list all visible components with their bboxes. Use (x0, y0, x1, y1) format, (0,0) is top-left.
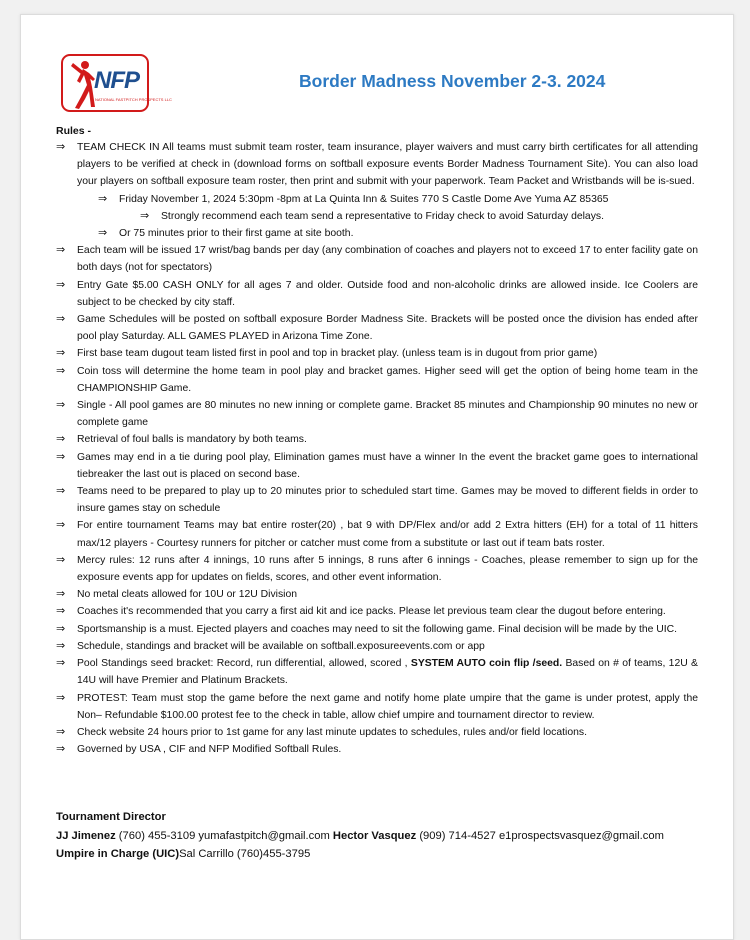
rule-text: Game Schedules will be posted on softball exposure Border Madness Site. Brackets will be posted once the division has ended after pool play Saturday. ALL GAMES PLAYED in Arizona Time Zone. (77, 314, 698, 343)
rules-heading: Rules - (56, 125, 92, 137)
director-heading: Tournament Director (56, 811, 166, 823)
arrow-bullet-icon: ⇒ (56, 605, 66, 618)
logo-text: NFP (94, 67, 139, 94)
softball-player-icon (67, 59, 97, 111)
arrow-bullet-icon: ⇒ (98, 227, 108, 240)
arrow-bullet-icon: ⇒ (56, 433, 66, 446)
arrow-bullet-icon: ⇒ (56, 622, 66, 635)
arrow-bullet-icon: ⇒ (56, 743, 66, 756)
rule-text: First base team dugout team listed first in pool and top in bracket play. (unless team is in dugout from prior game) (77, 348, 598, 360)
rule-item (56, 621, 698, 638)
rule-text: Coin toss will determine the home team in pool play and bracket games. Higher seed will get the option of being home team in the CHAMPIONSHIP Game. (77, 365, 698, 394)
arrow-bullet-icon: ⇒ (56, 691, 66, 704)
rule-item (56, 139, 698, 191)
rule-subitem (56, 225, 698, 242)
rule-item (56, 552, 698, 586)
arrow-bullet-icon: ⇒ (98, 192, 108, 205)
arrow-bullet-icon: ⇒ (56, 588, 66, 601)
rule-subitem (56, 191, 698, 208)
rule-item (56, 483, 698, 517)
umpire-contact: Sal Carrillo (760)455-3795 (179, 848, 311, 860)
arrow-bullet-icon: ⇒ (56, 347, 66, 360)
rule-item (56, 517, 698, 551)
rule-item (56, 345, 698, 362)
rule-text: PROTEST: Team must stop the game before the next game and notify home plate umpire that the game is under protest, apply the Non– Refundable $100.00 protest fee to the check in table, allow chief umpire and tournament director to review. (77, 692, 698, 721)
rule-text: Coaches it's recommended that you carry a first aid kit and ice packs. Please let previous team clear the dugout before entering. (77, 606, 666, 618)
rule-subitem (56, 208, 698, 225)
arrow-bullet-icon: ⇒ (56, 364, 66, 377)
rule-item (56, 724, 698, 741)
rule-text: Or 75 minutes prior to their first game at site booth. (119, 228, 354, 240)
rule-text: Schedule, standings and bracket will be available on softball.exposureevents.com or app (77, 640, 485, 652)
arrow-bullet-icon: ⇒ (140, 209, 150, 222)
rule-item (56, 277, 698, 311)
rule-item (56, 586, 698, 603)
arrow-bullet-icon: ⇒ (56, 450, 66, 463)
rule-item (56, 449, 698, 483)
arrow-bullet-icon: ⇒ (56, 519, 66, 532)
arrow-bullet-icon: ⇒ (56, 313, 66, 326)
rule-text: Governed by USA , CIF and NFP Modified Softball Rules. (77, 744, 342, 756)
rule-item (56, 242, 698, 276)
rule-item (56, 363, 698, 397)
rule-text: Entry Gate $5.00 CASH ONLY for all ages 7 and older. Outside food and non-alcoholic drinks are allowed inside. Ice Coolers are subject to be checked by city staff. (77, 279, 698, 308)
nfp-logo (61, 54, 172, 112)
rule-item (56, 690, 698, 724)
rule-item (56, 655, 698, 689)
rule-text: Sportsmanship is a must. Ejected players and coaches may need to sit the following game. Final decision will be made by the UIC. (77, 623, 678, 635)
document-page (20, 14, 734, 940)
director1-name: JJ Jimenez (56, 829, 116, 842)
arrow-bullet-icon: ⇒ (56, 485, 66, 498)
rule-text: Friday November 1, 2024 5:30pm -8pm at La Quinta Inn & Suites 770 S Castle Dome Ave Yuma AZ 85365 (119, 193, 609, 205)
arrow-bullet-icon: ⇒ (56, 278, 66, 291)
arrow-bullet-icon: ⇒ (56, 639, 66, 652)
rule-item (56, 603, 698, 620)
rule-item (56, 741, 698, 758)
rule-item (56, 311, 698, 345)
rule-text: Pool Standings seed bracket: Record, run differential, allowed, scored , (77, 658, 411, 670)
rule-text: No metal cleats allowed for 10U or 12U Division (77, 589, 298, 601)
contacts-footer (56, 808, 716, 864)
director-line (56, 827, 716, 846)
document-title: Border Madness November 2-3. 2024 (299, 71, 606, 91)
arrow-bullet-icon: ⇒ (56, 725, 66, 738)
rule-text: Games may end in a tie during pool play, Elimination games must have a winner In the event the bracket game goes to international tiebreaker the last out is placed on second base. (77, 451, 698, 480)
rule-text: Based on # of teams, 12U & 14U will have Premier and Platinum Brackets. (77, 658, 698, 687)
rule-item (56, 431, 698, 448)
rule-item (56, 638, 698, 655)
rule-text: Mercy rules: 12 runs after 4 innings, 10 runs after 5 innings, 8 runs after 6 innings - Coaches, please remember to sign up for the exposure events app for updates on fields, scores, and other event information. (77, 554, 698, 584)
rule-bold-text: SYSTEM AUTO coin flip /seed. (410, 658, 563, 670)
rule-text: TEAM CHECK IN All teams must submit team roster, team insurance, player waivers and must carry birth certificates for all attending players to be verified at check in (download forms on softball exposure events Border Madness Tournament Site). You can also load your players on softball exposure team roster, then print and submit with your paperwork. Team Packet and Wristbands will be is-sued. (77, 142, 698, 188)
umpire-line (56, 845, 716, 864)
rule-text: Strongly recommend each team send a representative to Friday check to avoid Saturday delays. (161, 210, 604, 222)
arrow-bullet-icon: ⇒ (56, 553, 66, 566)
arrow-bullet-icon: ⇒ (56, 141, 66, 153)
rule-text: Each team will be issued 17 wrist/bag bands per day (any combination of coaches and players not to exceed 17 to enter facility gate on both days (not for spectators) (77, 245, 698, 274)
logo-subtext: NATIONAL FASTPITCH PROSPECTS LLC (95, 97, 172, 102)
umpire-heading: Umpire in Charge (UIC) (56, 848, 180, 860)
rules-list (56, 139, 698, 758)
rule-text: Retrieval of foul balls is mandatory by both teams. (77, 434, 307, 446)
rule-item (56, 397, 698, 431)
arrow-bullet-icon: ⇒ (56, 657, 66, 670)
arrow-bullet-icon: ⇒ (56, 244, 66, 257)
director2-name: Hector Vasquez (332, 829, 417, 842)
director1-contact: (760) 455-3109 yumafastpitch@gmail.com (115, 829, 333, 842)
rule-text: For entire tournament Teams may bat entire roster(20) , bat 9 with DP/Flex and/or add 2 Extra hitters (EH) for a total of 11 hitters max/12 players - Courtesy runners for pitcher or catcher must come from a substitute or last out if team bats roster. (77, 520, 698, 549)
director2-contact: (909) 714-4527 e1prospectsvasquez@gmail.com (416, 829, 664, 842)
rule-text: Teams need to be prepared to play up to 20 minutes prior to scheduled start time. Games may be moved to different fields in order to insure games stay on schedule (77, 486, 698, 515)
rule-text: Single - All pool games are 80 minutes no new inning or complete game. Bracket 85 minutes and Championship 90 minutes no new or complete game (77, 400, 698, 429)
arrow-bullet-icon: ⇒ (56, 399, 66, 412)
rule-text: Check website 24 hours prior to 1st game for any last minute updates to schedules, rules and/or field locations. (77, 726, 587, 738)
